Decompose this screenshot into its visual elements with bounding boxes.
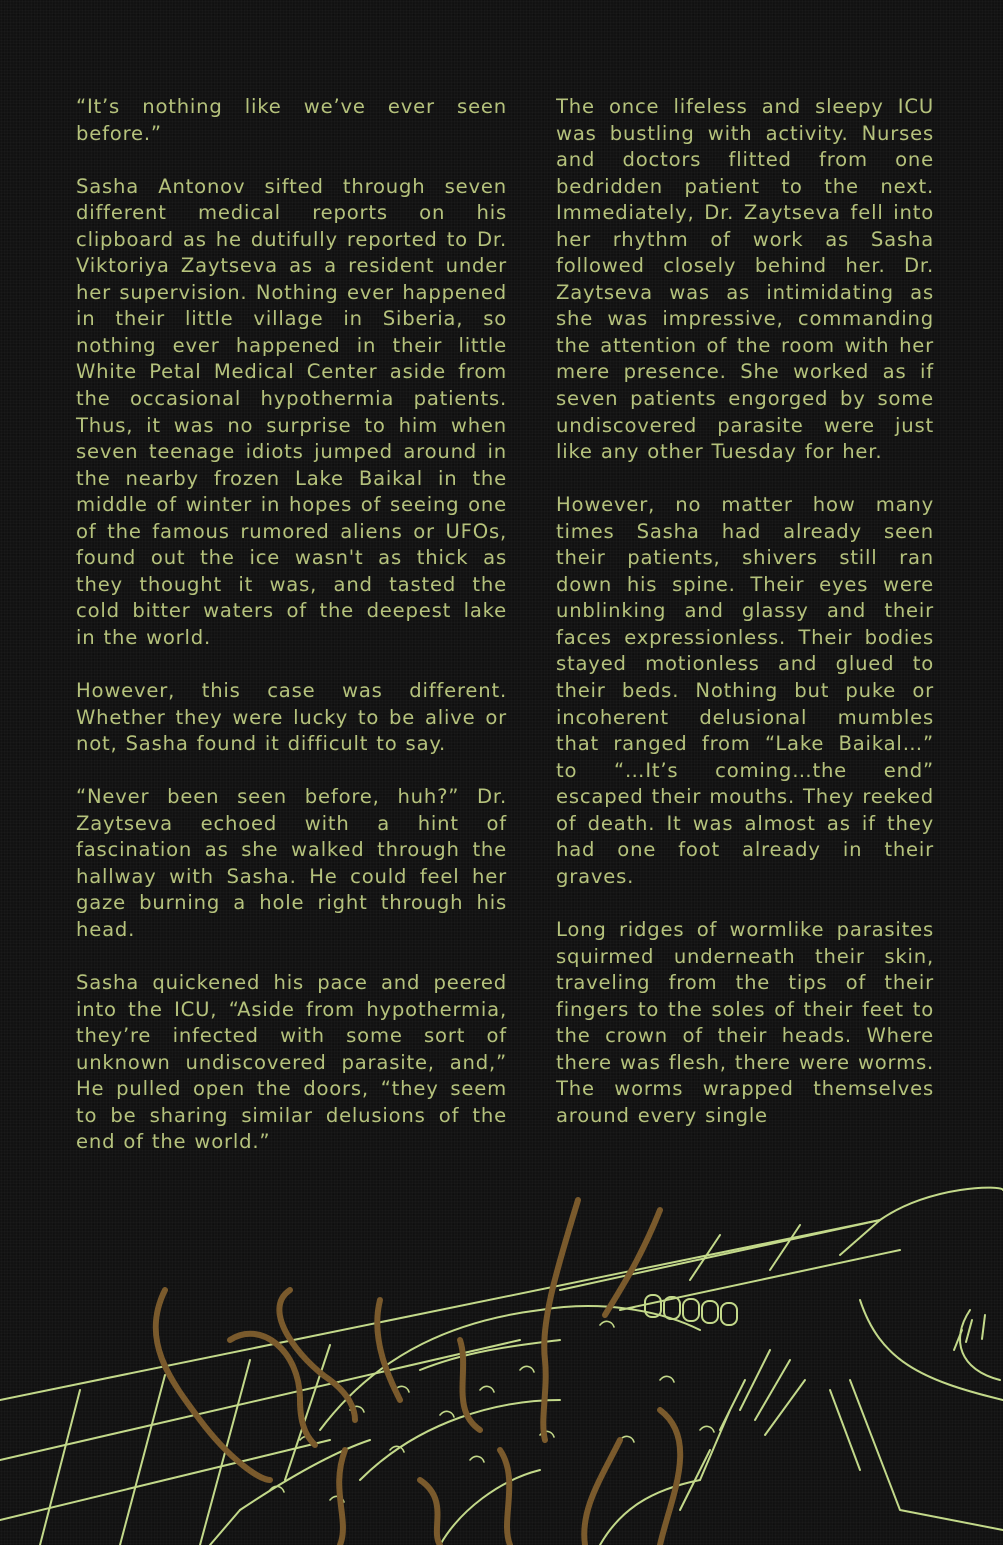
paragraph: “Never been seen before, huh?” Dr. Zaytseva echoed with a hint of fascination as she walked through the hallway with Sasha. He could feel her gaze burning a hole right through his head. bbox=[76, 785, 507, 941]
paragraph: Sasha quickened his pace and peered into the ICU, “Aside from hypothermia, they’re infected with some sort of unknown undiscovered parasite, and,” He pulled open the doors, “they seem to be sharing similar delusions of the end of the world.” bbox=[76, 971, 507, 1154]
paragraph: “It’s nothing like we’ve ever seen before.” bbox=[76, 95, 507, 145]
paragraph: Long ridges of wormlike parasites squirmed underneath their skin, traveling from the tips of their fingers to the soles of their feet to the crown of their heads. Where there was flesh, there were worms. The worms wrapped themselves around every single bbox=[556, 917, 934, 1127]
patient-head bbox=[830, 1188, 1003, 1530]
paragraph: Sasha Antonov sifted through seven different medical reports on his clipboard as he dutifully reported to Dr. Viktoriya Zaytseva as a resident under her supervision. Nothing ever happened in their little village in Siberia, so nothing ever happened in their little White Petal Medical Center aside from the occasional hypothermia patients. Thus, it was no surprise to him when seven teenage idiots jumped around in the nearby frozen Lake Baikal in the middle of winter in hopes of seeing one of the famous rumored aliens or UFOs, found out the ice wasn't as thick as they thought it was, and tasted the cold bitter waters of the deepest lake in the world. bbox=[76, 174, 507, 649]
patient-fingers bbox=[645, 1295, 805, 1510]
hospital-bed-grid bbox=[0, 1220, 900, 1545]
paragraph: However, this case was different. Whether they were lucky to be alive or not, Sasha found it difficult to say. bbox=[76, 679, 507, 756]
left-text-column bbox=[76, 94, 507, 1182]
worms bbox=[156, 1200, 681, 1545]
paragraph: However, no matter how many times Sasha had already seen their patients, shivers still ran down his spine. Their eyes were unblinking and glassy and their faces expressionless. Their bodies stayed motionless and glued to their beds. Nothing but puke or incoherent delusional mumbles that ranged from “Lake Baikal…” to “…It’s coming…the end” escaped their mouths. They reeked of death. It was almost as if they had one foot already in their graves. bbox=[556, 493, 934, 888]
paragraph: The once lifeless and sleepy ICU was bustling with activity. Nurses and doctors flitted from one bedridden patient to the next. Immediately, Dr. Zaytseva fell into her rhythm of work as Sasha followed closely behind her. Dr. Zaytseva was as intimidating as she was impressive, commanding the attention of the room with her mere presence. She worked as if seven patients engorged by some undiscovered parasite were just like any other Tuesday for her. bbox=[556, 95, 934, 464]
patient-illustration bbox=[0, 1180, 1003, 1545]
right-text-column bbox=[556, 94, 934, 1158]
